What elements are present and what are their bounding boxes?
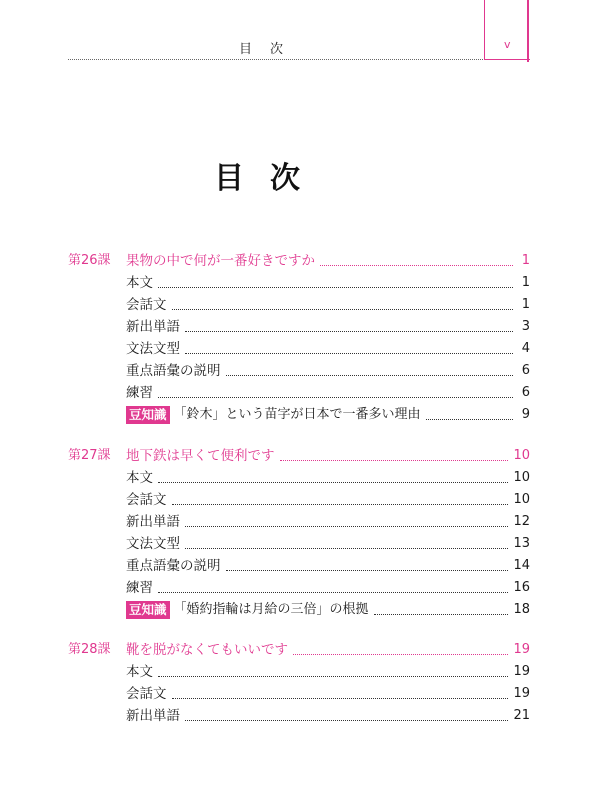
toc-item[interactable] bbox=[68, 533, 530, 555]
leader-dots bbox=[185, 720, 508, 721]
item-label: 新出単語 bbox=[126, 319, 180, 335]
lesson-page: 19 bbox=[513, 642, 530, 657]
lesson-title: 地下鉄は早くて便利です bbox=[126, 448, 275, 464]
item-page: 13 bbox=[513, 536, 530, 551]
toc-item[interactable] bbox=[68, 555, 530, 577]
item-label: 会話文 bbox=[126, 297, 167, 313]
item-label: 会話文 bbox=[126, 686, 167, 702]
header-dotted-rule bbox=[68, 59, 483, 60]
item-label: 練習 bbox=[126, 580, 153, 596]
toc-item[interactable] bbox=[68, 467, 530, 489]
item-page: 14 bbox=[513, 558, 530, 573]
toc-trivia[interactable] bbox=[68, 599, 530, 621]
page-number: v bbox=[504, 38, 511, 51]
corner-mark-edge bbox=[527, 0, 529, 62]
item-page: 6 bbox=[521, 363, 530, 378]
trivia-badge: 豆知識 bbox=[126, 406, 170, 424]
leader-dots bbox=[374, 614, 509, 615]
lesson-title: 靴を脱がなくてもいいです bbox=[126, 642, 288, 658]
leader-dots bbox=[185, 353, 513, 354]
leader-dots bbox=[426, 419, 513, 420]
page-title: 目次 bbox=[214, 161, 326, 196]
item-label: 重点語彙の説明 bbox=[126, 558, 221, 574]
lesson-page: 10 bbox=[513, 448, 530, 463]
leader-dots bbox=[293, 654, 508, 655]
item-label: 本文 bbox=[126, 664, 153, 680]
lesson-number: 第27課 bbox=[68, 448, 111, 463]
leader-dots bbox=[158, 482, 508, 483]
toc-item[interactable] bbox=[68, 489, 530, 511]
leader-dots bbox=[172, 309, 514, 310]
trivia-badge: 豆知識 bbox=[126, 601, 170, 619]
toc-lesson-28[interactable] bbox=[68, 639, 530, 661]
trivia-page: 18 bbox=[513, 602, 530, 617]
leader-dots bbox=[280, 460, 509, 461]
item-page: 1 bbox=[521, 297, 530, 312]
item-page: 12 bbox=[513, 514, 530, 529]
toc-item[interactable] bbox=[68, 316, 530, 338]
toc-item[interactable] bbox=[68, 294, 530, 316]
running-header: 目次 bbox=[238, 42, 301, 57]
toc-trivia[interactable] bbox=[68, 404, 530, 426]
corner-mark-vertical bbox=[484, 0, 485, 60]
item-label: 重点語彙の説明 bbox=[126, 363, 221, 379]
lesson-number: 第26課 bbox=[68, 253, 111, 268]
item-label: 新出単語 bbox=[126, 708, 180, 724]
item-label: 本文 bbox=[126, 275, 153, 291]
leader-dots bbox=[158, 592, 508, 593]
item-page: 3 bbox=[521, 319, 530, 334]
item-label: 文法文型 bbox=[126, 341, 180, 357]
item-page: 1 bbox=[521, 275, 530, 290]
toc-lesson-26[interactable] bbox=[68, 250, 530, 272]
toc-item[interactable] bbox=[68, 382, 530, 404]
leader-dots bbox=[172, 504, 509, 505]
item-page: 10 bbox=[513, 470, 530, 485]
item-page: 19 bbox=[513, 664, 530, 679]
item-label: 本文 bbox=[126, 470, 153, 486]
leader-dots bbox=[185, 331, 513, 332]
toc-item[interactable] bbox=[68, 705, 530, 727]
trivia-title: 「婚約指輪は月給の三倍」の根拠 bbox=[173, 602, 369, 617]
leader-dots bbox=[185, 526, 508, 527]
lesson-page: 1 bbox=[521, 253, 530, 268]
toc-item[interactable] bbox=[68, 683, 530, 705]
item-page: 6 bbox=[521, 385, 530, 400]
leader-dots bbox=[158, 397, 513, 398]
leader-dots bbox=[320, 265, 513, 266]
corner-mark-horizontal bbox=[484, 59, 530, 60]
trivia-title: 「鈴木」という苗字が日本で一番多い理由 bbox=[173, 407, 421, 422]
item-label: 練習 bbox=[126, 385, 153, 401]
trivia-page: 9 bbox=[521, 407, 530, 422]
toc-item[interactable] bbox=[68, 661, 530, 683]
lesson-title: 果物の中で何が一番好きですか bbox=[126, 253, 315, 269]
leader-dots bbox=[158, 676, 508, 677]
item-label: 会話文 bbox=[126, 492, 167, 508]
item-label: 文法文型 bbox=[126, 536, 180, 552]
item-label: 新出単語 bbox=[126, 514, 180, 530]
leader-dots bbox=[185, 548, 508, 549]
toc-item[interactable] bbox=[68, 511, 530, 533]
toc-item[interactable] bbox=[68, 577, 530, 599]
item-page: 16 bbox=[513, 580, 530, 595]
leader-dots bbox=[226, 570, 509, 571]
item-page: 4 bbox=[521, 341, 530, 356]
lesson-number: 第28課 bbox=[68, 642, 111, 657]
item-page: 10 bbox=[513, 492, 530, 507]
toc-item[interactable] bbox=[68, 338, 530, 360]
leader-dots bbox=[158, 287, 513, 288]
toc-item[interactable] bbox=[68, 272, 530, 294]
leader-dots bbox=[172, 698, 509, 699]
item-page: 21 bbox=[513, 708, 530, 723]
toc-lesson-27[interactable] bbox=[68, 445, 530, 467]
item-page: 19 bbox=[513, 686, 530, 701]
toc-item[interactable] bbox=[68, 360, 530, 382]
leader-dots bbox=[226, 375, 514, 376]
